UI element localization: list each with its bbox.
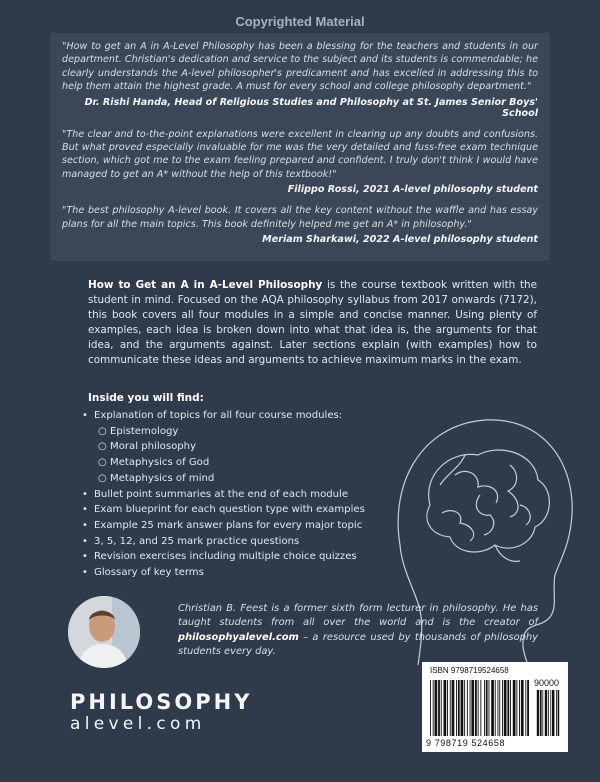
testimonial-author: Filippo Rossi, 2021 A-level philosophy student <box>287 184 538 196</box>
list-item-text: Bullet point summaries at the end of each module <box>94 488 349 500</box>
list-item <box>80 549 370 565</box>
list-item <box>94 471 370 487</box>
list-item <box>80 502 370 518</box>
list-item <box>80 408 370 487</box>
list-item-text: Explanation of topics for all four course modules: <box>94 410 343 421</box>
contents-heading: Inside you will find: <box>88 392 204 404</box>
list-item <box>80 518 370 534</box>
list-item <box>80 487 370 503</box>
bullet-icon: • <box>82 567 88 579</box>
list-item <box>94 439 370 455</box>
testimonial-author: Meriam Sharkawi, 2022 A-level philosophy student <box>262 234 538 246</box>
list-item-text: Epistemology <box>110 425 179 437</box>
testimonial <box>62 204 538 245</box>
bio-text: Christian B. Feest is a former sixth form lecturer in philosophy. He has taught students from all over the world and is the creator of <box>178 603 538 629</box>
list-item <box>94 424 370 440</box>
bullet-icon: • <box>82 535 88 547</box>
isbn-label: ISBN 9798719524658 <box>430 666 509 675</box>
publisher-logo-sub: alevel.com <box>70 714 206 734</box>
price-code: 90000 <box>534 678 560 688</box>
publisher-logo-main: PHILOSOPHY <box>70 690 253 714</box>
list-item-text: Exam blueprint for each question type with examples <box>94 504 365 516</box>
hollow-bullet-icon: ○ <box>98 472 107 484</box>
list-item-text: Moral philosophy <box>110 441 197 453</box>
testimonial-author: Dr. Rishi Handa, Head of Religious Studies and Philosophy at St. James Senior Boys' School <box>84 96 538 119</box>
author-bio <box>178 602 538 660</box>
author-photo <box>68 596 140 668</box>
isbn-barcode <box>422 662 568 752</box>
hollow-bullet-icon: ○ <box>98 457 107 469</box>
testimonial-text: "The best philosophy A-level book. It covers all the key content without the waffle and has essay plans for all the main topics. This book definitely helped me get an A* in philosophy." <box>62 205 538 230</box>
bullet-icon: • <box>82 504 88 516</box>
description-body: is the course textbook written with the student in mind. Focused on the AQA philosophy syllabus from 2017 onwards (7172), this book covers all four modules in a simple and concise manner. Using plenty of examples, each idea is broken down into what that idea is, the arguments for that idea, and the arguments against. Later sections explain (with examples) how to communicate these ideas and arguments to achieve maximum marks in the exam. <box>88 279 537 367</box>
testimonial-text: "The clear and to-the-point explanations were excellent in clearing up any doubts and confusions. But what proved especially invaluable for me was the very detailed and fuss-free exam technique section, which got me to the exam feeling prepared and confident. I truly don't think I would have managed to get an A* without the help of this textbook!" <box>62 128 538 180</box>
book-title: How to Get an A in A-Level Philosophy <box>88 279 323 291</box>
list-item-text: Metaphysics of God <box>110 457 210 469</box>
testimonial <box>62 40 538 119</box>
list-item <box>80 565 370 581</box>
list-item-text: Glossary of key terms <box>94 567 204 579</box>
list-item-text: Metaphysics of mind <box>110 472 215 484</box>
book-description <box>88 278 537 369</box>
bullet-icon: • <box>82 519 88 531</box>
contents-list <box>80 408 370 581</box>
copyright-watermark: Copyrighted Material <box>235 14 365 29</box>
isbn-digits: 9 798719 524658 <box>426 738 506 748</box>
list-item-text: 3, 5, 12, and 25 mark practice questions <box>94 535 300 547</box>
bullet-icon: • <box>82 488 88 500</box>
list-item <box>80 534 370 550</box>
barcode-bars <box>428 676 562 738</box>
list-item-text: Revision exercises including multiple choice quizzes <box>94 551 357 563</box>
hollow-bullet-icon: ○ <box>98 441 107 453</box>
testimonial <box>62 128 538 196</box>
testimonials-box <box>50 33 550 261</box>
list-item-text: Example 25 mark answer plans for every major topic <box>94 519 363 531</box>
bullet-icon: • <box>82 410 88 421</box>
list-item <box>94 455 370 471</box>
bio-text: – a resource used by thousands of philosophy students every day. <box>178 631 538 658</box>
hollow-bullet-icon: ○ <box>98 425 107 437</box>
testimonial-text: "How to get an A in A-Level Philosophy has been a blessing for the teachers and students in our department. Christian's dedication and service to the subject and its students is commendable; he clearly understands the A-level philosopher's predicament and has excelled in addressing this to help them attain the highest grade. A must for every school and college philosophy department." <box>62 41 538 93</box>
bullet-icon: • <box>82 551 88 563</box>
modules-list <box>94 424 370 487</box>
website-link[interactable]: philosophyalevel.com <box>178 631 299 643</box>
